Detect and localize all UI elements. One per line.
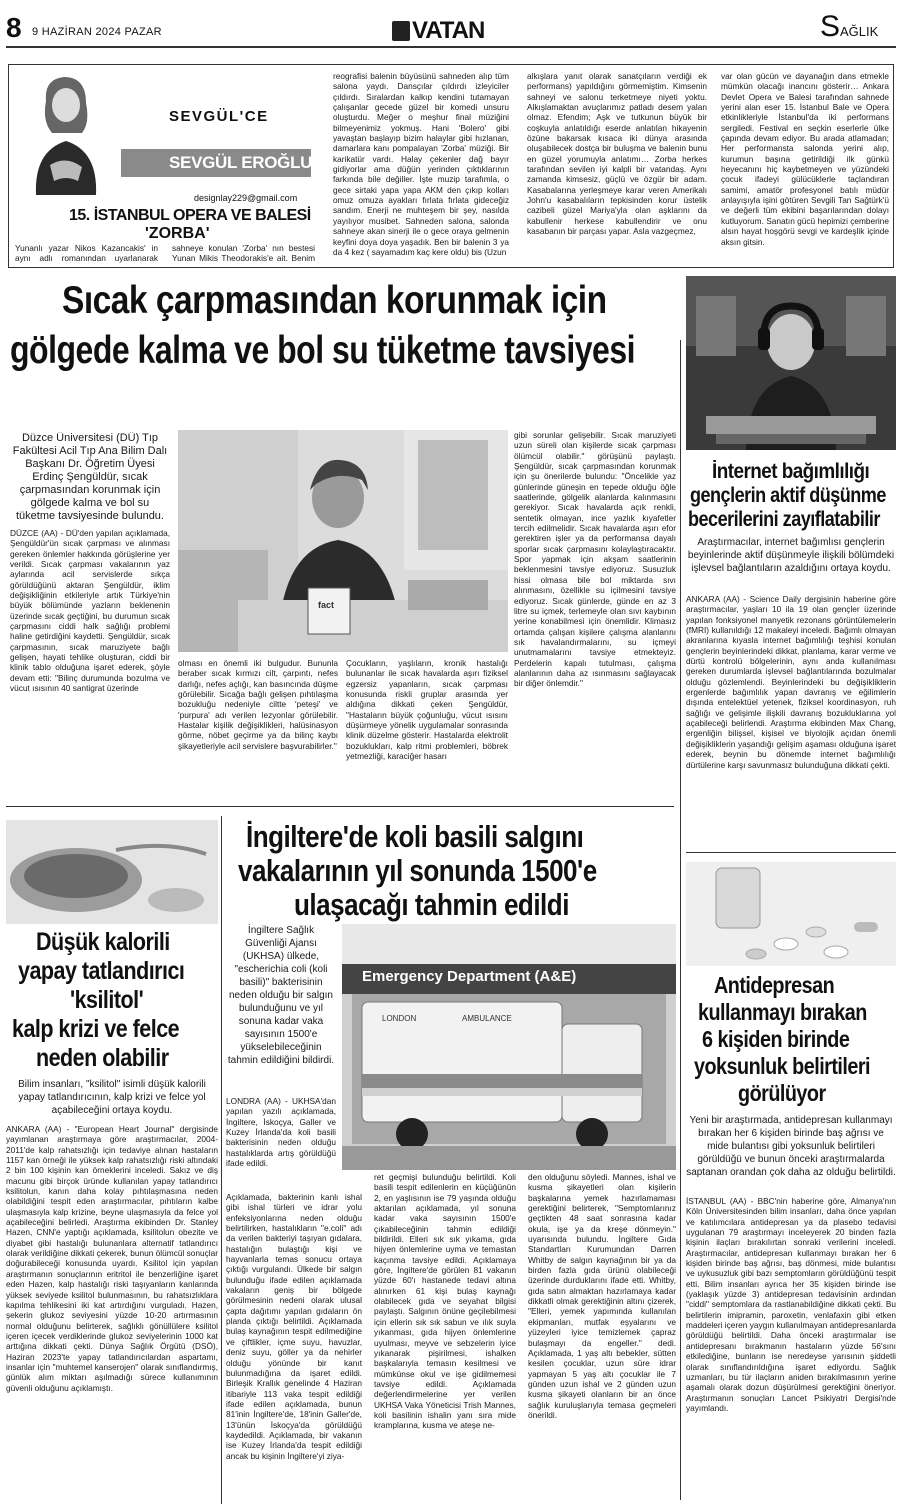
headline-line-1: İnternet bağımlılığı (712, 460, 870, 483)
headline-line-2: vakalarının yıl sonunda 1500'e (238, 853, 597, 888)
vertical-divider-left (221, 816, 222, 1504)
article-text-1: DÜZCE (AA) - DÜ'den yapılan açıklamada, Şengüldür'ün sıcak çarpması ve alınması gereken önlemler hakkında görüşlerine yer verildi. Sıcak çarpması vakalarının yaz aylarında acil servislerde sıkça görüldüğünü aktaran Şengüldür, iklim değişikliğinin etkileriyle artık Türkiye'nin büyük bölümünde yazların beklenenin üzerinde sıcak geçtiğini, bu durumun sıcak çarpmasını ciddi halk sağlığı problemi haline getirdiğini kaydetti. Şengüldür, sıcak çarpmasının, sıcak maruziyete bağlı gelişen, hayati tehlike oluşturan, ciddi bir klinik tablo olduğuna işaret ederek, şöyle devam etti: "Bilinç durumunda bozulma ve vücut ısısının 40 santigrat üzerinde (10, 528, 170, 694)
page-number: 8 (6, 12, 22, 43)
column-text-3: alkışlara yanıt olarak sanatçıların verdiği ek performans) yapıldığını görmemiştim. Kimsenin sahneyi ve salonu terketmeye niyeti yoktu. Alkışlamaktan avuçlarımız patladı desem yalan olmaz. Efendim; Aşk ve tutkunun büyük bir coşkuyla anlatıldığı eserde anlatılan hikayenin özüne bakarsak kısaca iki dünya arasında oluşabilecek dostça bir buluşma ve balenin bunu en güzel yorumuyla anlatımı… Zorba herkes tarafından sevilen iyi kalpli bir vatandaş. Aynı zamanda kimsesiz, güçlü ve özgür bir adam. Kasabalarına yerleşmeye karar veren Amerikalı John'u kasabalıların tepkisinden korur üstelik cazibeli güzel Mariya'yla olan aşklarını da kabullenir herkese kabullendirir ve onu kasabanın bir parçası yapar. Asla vazgeçmez, (527, 71, 707, 237)
column-text-2: reografisi balenin büyüsünü sahneden alıp tüm salona yaydı. Dansçılar çıldırdı izleyiciler çıldırdı. Sıralardan kalkıp kendini tutamayan çalışanlar gecede güzel bir komedi unsuru oluşturdu. Meğer o meşhur final müziğini bilmeyenimiz yokmuş. Hani 'Bolero' gibi yavaştan başlayıp bizim halaylar gibi hızlanan, damarlara kanı pompalayan 'Zorba' müziği. Bir karikatür vardı. Halay çekenler dağ bayır gidiyorlar ama düğün yerinden çıktıklarının farkında bile değiller. İşte muzip tarafımla, o gece sirtaki yapa yapa AKM den çıkıp kolları omuz omuza ayakları fırlata fırlata gideceğiz sandım. Enerji ne muhteşem bir şey, nasılda yayılıyor musibet. Sahneden salona, salonda sahneye akan sinerji ile o gece oraya gelmenin keyfini doya doya yaşadık. Ben bir balenin 3 ya da 4 kez ( sayamadım kaç kere oldu) bis (Uzun (333, 71, 509, 257)
article-text-3: Çocukların, yaşlıların, kronik hastalığı bulunanlar ile sıcak havalarda aşırı fiziksel egzersiz yapanların, sıcak çarpması konusunda riskli gruplar arasında yer aldığına dikkati çeken Şengüldür, "Hastaların büyük çoğunluğu, vücut ısısını düşürmeye yönelik uygulamalar sonrasında klinik düzelme gösterir. Hastalarda elektrolit bozuklukları, kalp ritmi problemleri, böbrek yetmezliği, karaciğer hasarı (346, 658, 508, 762)
column-headline-2: 'ZORBA' (145, 225, 210, 242)
article-text-2: olması en önemli iki bulgudur. Bununla beraber sıcak kırmızı cilt, çarpıntı, nefes darlığı, nefes açlığı, kan basıncında düşme görülebilir. Sıcağa bağlı gelişen pıhtılaşma bozukluğu nedeniyle ciltte 'peteşi' ve 'purpura' adı verilen lezyonlar görülebilir. Hastalar kişilik değişiklikleri, halüsinasyon görme, nöbet geçirme ya da bilinç kaybı şikayetleriyle acil servislere başvurabilirler." (178, 658, 338, 751)
ambulance-side-text: AMBULANCE (462, 1014, 512, 1023)
article-text-1: Açıklamada, bakterinin kanlı ishal gibi ishal türleri ve idrar yolu enfeksiyonlarına neden olduğu belirtilirken, hastalıkların "e.coli" adı da verilen bakteriyi taşıyan gıdalara, hastalığın bulaştığı kişi ve hayvanlarla temas sonucu ortaya çıktığı vurgulandı. Ülkede bir salgın bulunduğu ifade edilen açıklamada vakaların geniş bir bölgede görülmesinin nedeni olarak ulusal çapta dağıtımı yapılan gıdaların ön planda çıktığı belirtildi. Açıklamada bulaş kaynağının tespit edilmediğine ve çiftlikler, içme suyu, havuzlar, deniz suyu, göller ya da nehirler olduğu yönünde bir kanıt bulunmadığına da işaret edildi. Birleşik Krallık genelinde 4 Haziran itibariyle 113 vaka tespit edildiği ifade edilen açıklamada, bunun 81'inin İngiltere'de, 18'inin Galler'de, 13'ünün İskoçya'da görüldüğü kaydedildi. Açıklamada, bir vakanın ise Kuzey İrlanda'da tespit edildiği ancak bu kişinin İngiltere'yi ziya- (226, 1192, 362, 1461)
vertical-divider-right (680, 340, 681, 1500)
headline-line-1: Antidepresan (714, 972, 835, 998)
headline-line-5: görülüyor (738, 1080, 826, 1106)
article-lead: Bilim insanları, "ksilitol" isimli düşük kalorili yapay tatlandırıcının, kalp krizi ve felce yol açabileceğini ortaya koydu. (18, 1079, 206, 1116)
headline-line-4: kalp krizi ve felce (12, 1015, 180, 1043)
ambulance-photo (342, 924, 676, 1170)
column-box (8, 64, 894, 268)
column-text-1: Yunanlı yazar Nikos Kazancakis' in aynı adlı romanından uyarlanarak sahneye konulan 'Zorba' nın bestesi Yunan Mikis Theodorakis'e ait. Benim (15, 243, 315, 264)
article-lead: Yeni bir araştırmada, antidepresan kullanmayı bırakan her 6 kişiden birinde baş ağrısı ve mide bulantısı gibi yoksunluk belirtileri görüldüğü ve bunun önceki araştırmalarda saptanan orandan çok daha az olduğu belirtildi. (686, 1115, 896, 1178)
article-lead: İngiltere Sağlık Güvenliği Ajansı (UKHSA) ülkede, "escherichia coli (koli basili)" bakterisinin neden olduğu bir salgın bulunduğunu ve yıl sonuna kadar vaka sayısının 1500'e yükselebileceğinin tahmin edildiğini bildirdi. (227, 925, 335, 1066)
article-heat-stroke (6, 272, 674, 792)
headline-line-1: Düşük kalorili (36, 928, 170, 956)
headline-line-4: yoksunluk belirtileri (694, 1053, 871, 1079)
headline-line-2: kullanmayı bırakan (698, 999, 867, 1025)
article-body: ANKARA (AA) - "European Heart Journal" dergisinde yayımlanan araştırmaya göre araştırmacılar, 2004-2011'de kalp rahatsızlığı için tedaviye alınan hastaların 1157 kan örneği ile yüksek kalp rahatsızlığı riski altındaki 2 bin 100 kişinin kan örneklerini inceledi. Sakız ve diş macunu gibi birçok üründe kullanılan yapay tatlandırıcı ksilitolun, kanın daha kolay pıhtılaşmasına neden olabildiğini tespit eden araştırmacılar, pıhtıların kalbe ulaşmasıyla kalp krizine, beyne ulaşmasıyla da felce yol açabileceğini belirledi. Araştırma ekibinden Dr. Stanley Hazen, CNN'e yaptığı açıklamada, ksilitolun obezite ve diyabet gibi hastalığı bulunanlara alternatif tatlandırıcı olarak verildiğine dikkati çekerek, bunun ölümcül sonuçlar doğurabileceği konusunda uyardı. Ksilitol için yapılan araştırmanın sonuçlarının eritritol ile benzerliğine işaret eden Hazen, kalp hastalığı riski taşıyanların kanlarında yüksek seviyede ksilitol bulunmasının, bu rahatsızlıklara kapılma tehlikesini iki kat artırdığını vurguladı. Hazen, şekerin glukoz seviyesini yüzde 10-20 artırmasının normal olduğunu belirterek, sağlıklı gönüllülere ksilitol içeren içecek verdiklerinde glukoz seviyelerinin 1000 kat arttığına dikkati çekti. Dünya Sağlık Örgütü (DSÖ), Haziran 2023'te yapay tatlandırıcılardan aspartamı, insanlar için "muhtemel kanserojen" olarak sınıflandırmış, günlük alım miktarı aşılmadığı sürece kullanımının güvenli olduğunu açıklamıştı. (6, 1124, 218, 1393)
article-text-3: den olduğunu söyledi. Mannes, ishal ve kusma şikayetleri olan kişilerin başkalarına yemek hazırlamaması gerektiğini belirterek, "Semptomlarınız geçtikten 48 saat sonrasına kadar okula, işe ya da kreşe dönmeyin." uyarısında bulundu. İngiltere Gıda Standartları Kurumundan Darren Whitby de salgın kaynağının bir ya da birden fazla gıda ürünü olabileceği üzerinde durduklarını ifade etti. Whitby, gıda satın almaktan hazırlamaya kadar dikkatli olmak gerektiğinin altını çizerek, "Elleri, yemek yapımında kullanılan ekipmanları, mutfak eşyalarını ve yüzeyleri iyice temizlemek çapraz bulaşmayı da engeller." dedi. Açıklamada, 1 yaş altı bebekler, sütten kesilen çocuklar, uzun süre idrar yapmayan 5 yaş altı çocuklar ile 7 günden uzun ishal ve 2 günden uzun kusma şikayeti olanların bir an önce sağlık kuruluşlarıyla temasa geçmeleri önerildi. (528, 1172, 676, 1420)
headline-line-3: 6 kişiden birinde (702, 1026, 850, 1052)
column-title: SEVGÜL'CE (169, 108, 269, 125)
headline-line-3: ulaşacağı tahmin edildi (294, 887, 569, 922)
author-name: SEVGÜL EROĞLU (169, 153, 313, 172)
column-text-4: var olan gücün ve dayanağın dans etmekle mümkün olacağı inancını gösterir… Ankara Devlet Opera ve Balesi tarafından sahnede yerini alan eser 15. İstanbul Bale ve Opera etkinlikleriyle İstanbul'da iki performans sergiledi. Festival en seçkin eserlerle ülke çapında devam ediyor. Bu arada atlamadan; Her performansta salonda yerini alıp, kurumun başına getirildiği ilk günkü heyecanını hiç kaybetmeyen ve yüzündeki çocuk ifadeyi gülücüklerle taçlandıran samimi, amatör profesyonel batılı müdür anlayışıyla işini götüren Sevgili Tan Sağtürk'ü ve değerli tüm ekibini başarılarından dolayı kutluyorum. Sanatın gücü hepimizi çemberine alsın hayat hoşgörü sevgi ve kardeşlik içinde aksın gitsin. (721, 71, 889, 247)
headline-line-2: gençlerin aktif düşünme (690, 484, 886, 507)
headline-line-2: gölgede kalma ve bol su tüketme tavsiyesi (10, 329, 636, 372)
article-internet-addiction (686, 276, 896, 846)
gamer-photo (686, 276, 896, 450)
ambulance-london-text: LONDON (382, 1014, 417, 1023)
page-header (0, 0, 903, 48)
article-text-4: gibi sorunlar gelişebilir. Sıcak maruziyeti uzun süreli olan kişilerde sıcak çarpması ölümcül olabilir." görüşünü paylaştı. Şengüldür, sıcak çarpmasından korunmak için şu önerilerde bulundu: "Öncelikle yaz günlerinde güneşin en tepede olduğu öğle saatlerinde, gölgelik alanlarda kalınmasını gerekiyor. Sıcak havalarda açık renkli, sentetik olmayan, ince yazlık kıyafetler tercih edilmelidir. Sıcak havalarda aşırı efor gerektiren işler ya da performansa dayalı sporlar sıcak çarpmasını kolaylaştıracaktır. Spor yapmak için akşam saatlerinin beklenmesini tavsiye ediyoruz. Susuzluk hissi olmasa bile bol miktarda sıvı alınmasını, özellikle su içilmesini tavsiye ediyoruz. Sıcak günlerde, günde en az 3 litre su içmek, terlemeyle olan sıvı kaybının yerine konabilmesi için önemlidir. Klimasız ortamda çalışan kişilere çalışma alanlarını sık havalandırmalarını, su içmeyi unutmamalarını tavsiye etmekteyiz. Perdelerin kapalı tutulması, çalışma alanlarının daha az ısınmasını sağlayacak bir diğer önlemdir." (514, 430, 676, 689)
doctor-photo (178, 430, 508, 652)
headline-line-5: neden olabilir (36, 1044, 169, 1072)
headline-line-3: becerilerini zayıflatabilir (688, 508, 880, 531)
tea-photo (6, 820, 218, 924)
headline-line-1: İngiltere'de koli basili salgını (246, 819, 584, 854)
author-photo (16, 71, 116, 195)
section-title (820, 12, 878, 44)
newspaper-logo (392, 18, 510, 44)
article-ecoli (226, 820, 676, 1504)
article-text-2: ret geçmişi bulunduğu belirtildi. Koli basili tespit edilenlerin en küçüğünün 2, en yaşlısının ise 79 yaşında olduğu aktarılan açıklamada, yıl sonuna kadar vaka sayısının 1500'e çıkabileceğinin tahmin edildiği bildirildi. Elleri sık sık yıkama, gıda hijyen önlemlerine uyma ve temastan kaçınma tavsiye edildi. Açıklamaya göre, İngiltere'de görülen 81 vakanın yüzde 60'ı hastanede tedavi altına alınırken 61 kişi bulaş kaynağı olabilecek gıda ve seyahat bilgisi paylaştı. Salgının önüne geçilebilmesi için ellerin sık sık sabun ve ılık suyla yıkanması, gıda hijyen önlemlerine uyulması, meyve ve sebzelerin iyice yıkanarak pişirilmesi, ishalken başkalarıyla temasın kesilmesi ve mümkünse okul ve işe gidilmemesi tavsiye edildi. Açıklamada değerlendirmelerine yer verilen UKHSA Vaka Yöneticisi Trish Mannes, koli basilinin ishalin yanı sıra mide kramplarına, kusma ve ateşe ne- (374, 1172, 516, 1431)
article-dateline: LONDRA (AA) - UKHSA'dan yapılan yazılı açıklamada, İngiltere, İskoçya, Galler ve Kuzey İrlanda'da koli basili bakterisinin neden olduğu hastalıklarda artış görüldüğü ifade edildi. (226, 1096, 336, 1169)
ae-sign: Emergency Department (A&E) (362, 968, 577, 985)
article-body: ANKARA (AA) - Science Daily dergisinin haberine göre araştırmacılar, yaşları 10 ila 19 olan gençler üzerinde yapılan fonksiyonel manyetik rezonans görüntülemelerin (fMRI) kullanıldığı 12 makaleyi inceledi. Bağımlı olmayan akranlarına kıyasla internet bağımlılığı teşhisi konulan gençlerin beyinlerindeki dikkat, planlama, karar verme ve dürtü kontrolü bölgelerinin, aynı anda kullanılması gereken durumlarda işlevsel bağlantılarında bozulmalar olduğu gözlemlendi. Beyinlerindeki bu değişikliklerin ergenlerde bağımlılık yapan davranış ve eğilimlerin dışında entelektüel yetenek, fiziksel koordinasyon, ruh sağlığı ve gelişimle ilişkili davranış bozukluklarına yol açabileceği belirlendi. Araştırma ekibinden Max Chang, ergenliğin bilişsel, kişisel ve biyolojik açıdan önemli değişikliklerin yaşandığı gelişim aşaması olduğuna işaret ederek, beynin bu dönemde internet bağımlılığı dürtülerine karşı savunmasız bulunduğuna dikkati çekti. (686, 594, 896, 770)
article-lead: Düzce Üniversitesi (DÜ) Tıp Fakültesi Acil Tıp Ana Bilim Dalı Başkanı Dr. Öğretim Üyesi Erdinç Şengüldür, sıcak çarpmasından korunmak için gölgede kalma ve bol su tüketme tavsiyesinde bulundu. (12, 432, 168, 522)
section-name: AĞLIK (840, 24, 879, 39)
article-body: İSTANBUL (AA) - BBC'nin haberine göre, Almanya'nın Köln Üniversitesinden bilim insanları, daha önce yapılan ve katılımcılara antidepresan ya da plasebo tedavisi uygulanan 79 araştırmayı inceleyerek 20 binden fazla kişinin ilaçları bırakılırtan sonraki verilerini inceledi. Araştırmacılar, antidepresan kullanmayı bırakan her 6 kişiden birinde baş ağrısı, baş dönmesi, mide bulantısı ve uykusuzluk gibi bazı semptomların görüldüğünü tespit etti. Bilim insanları ayrıca her 35 kişiden birinde ise (yaklaşık yüzde 3) antidepresan tedavisinin ardından "ciddi" semptomlara da rastlanabildiğine dikkati çekti. Bu belirtilerin imipramin, paroxetin, venlafaxin gibi etken maddeleri içeren yaygın kullanılmayan antidepresanlarda görüldüğü belirtildi. Daha önceki araştırmalar ise antidepresanı bırakmanın hastaların yüzde 56'sını etkilediğine, bunların ise neredeyse yarısının şiddetli olarak sınıflandırıldığına işaret ediyordu. Sağlık uzmanları, bu tür ilaçların aniden bırakılmasının yerine aşamalı olarak dozun düşürülmesi gerektiğini öneriyor. Araştırmanın sonuçları Lancet Psikiyatri Dergisi'nde yayımlandı. (686, 1196, 896, 1413)
pills-photo (686, 862, 896, 966)
headline-line-2: yapay tatlandırıcı (18, 957, 185, 985)
article-antidepressant (686, 862, 896, 1504)
header-rule (6, 46, 896, 48)
logo-badge-icon (392, 21, 410, 41)
logo-text: VATAN (412, 17, 485, 44)
headline-line-1: Sıcak çarpmasından korunmak için (62, 279, 607, 322)
author-email: designlay229@gmail.com (194, 193, 298, 203)
headline-line-3: 'ksilitol' (70, 986, 144, 1014)
horizontal-divider-mid (6, 806, 674, 807)
article-xylitol (6, 820, 218, 1504)
column-headline-1: 15. İSTANBUL OPERA VE BALESİ (69, 207, 311, 224)
mug-label: fact (318, 600, 335, 610)
issue-date: 9 HAZİRAN 2024 PAZAR (32, 26, 162, 38)
section-initial: S (820, 10, 841, 43)
article-lead: Araştırmacılar, internet bağımlısı gençlerin beyinlerinde aktif düşünmeyle ilişkili bölümdeki işlevsel bağlantıların azaldığını ortaya koydu. (687, 537, 895, 574)
horizontal-divider-right (686, 852, 896, 853)
